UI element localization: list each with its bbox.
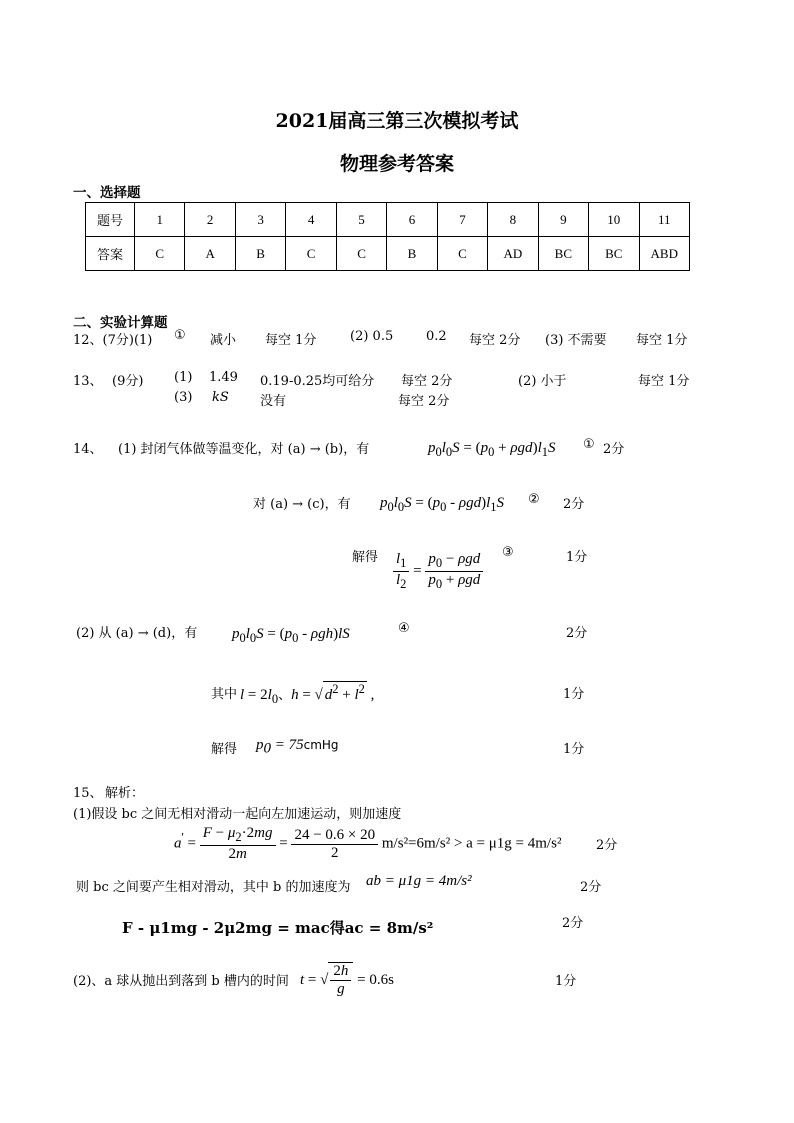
question-number: 8 xyxy=(488,203,538,237)
answer-cell: B xyxy=(387,237,437,271)
q12-label: 12、(7分)(1) xyxy=(73,333,153,348)
q13-score1: 每空 2分 xyxy=(401,374,453,389)
q15-equation2: ab = μ1g = 4m/s² xyxy=(366,873,472,889)
question-number: 4 xyxy=(286,203,336,237)
question-number: 1 xyxy=(135,203,185,237)
answer-cell: C xyxy=(286,237,336,271)
q14-equation1: $p_0l_0S = (p_0 + \rho gd)l_1S$ xyxy=(428,440,556,459)
section1-heading: 一、选择题 xyxy=(73,185,141,201)
q12-score1: 每空 1分 xyxy=(265,333,317,348)
q13-value3: kS xyxy=(212,390,229,405)
q14-label: 14、 xyxy=(73,442,103,457)
q13-range: 0.19-0.25均可给分 xyxy=(260,374,375,389)
q15-equation1: a' = $\frac{F - \mu_2\cdot 2mg}{2m}$ = $\frac{24 - 0.6 \times 20}{2}$ m/s²=6m/s² > a = μ1g = 4m/s² xyxy=(174,825,562,862)
q13-part2: (2) 小于 xyxy=(518,374,567,389)
q15-equation4: t = √ $\frac{2h}{g}$ = 0.6s xyxy=(300,963,394,997)
answer-cell: BC xyxy=(538,237,588,271)
q15-line4: (2)、a 球从抛出到落到 b 槽内的时间 xyxy=(73,974,289,989)
q13-answer3: 没有 xyxy=(260,394,287,409)
q12-part3: (3) 不需要 xyxy=(545,333,607,348)
q14-line1: (1) 封闭气体做等温变化，对 (a) → (b)，有 xyxy=(118,442,370,457)
q14-score3: 1分 xyxy=(566,550,588,565)
q15-label: 15、 xyxy=(73,786,103,801)
q14-mark2: ② xyxy=(528,492,540,507)
q14-p0-result: $p_0$ = 75cmHg xyxy=(256,737,339,757)
answer-cell: ABD xyxy=(639,237,689,271)
q14-mark3: ③ xyxy=(502,545,514,560)
q15-score4: 1分 xyxy=(555,974,577,989)
q14-p0-unit: cmHg xyxy=(303,738,339,752)
q12-score3: 每空 1分 xyxy=(636,333,688,348)
q14-where-label: 其中 xyxy=(211,687,238,702)
q14-equation4: $p_0l_0S = (p_0 - \rho gh)lS$ xyxy=(232,626,350,645)
question-number: 11 xyxy=(639,203,689,237)
answer-cell: C xyxy=(437,237,487,271)
answer-cell: C xyxy=(336,237,386,271)
answer-table xyxy=(85,202,690,271)
q13-part3: (3) xyxy=(174,390,193,405)
q13-score3: 每空 2分 xyxy=(398,394,450,409)
q15-equation1-tail: m/s²=6m/s² > a = μ1g = 4m/s² xyxy=(381,835,562,852)
question-number: 6 xyxy=(387,203,437,237)
q14-score1: 2分 xyxy=(603,442,625,457)
page-title: 2021届高三第三次模拟考试 xyxy=(275,110,519,132)
q14-score5: 1分 xyxy=(563,687,585,702)
question-number: 10 xyxy=(589,203,639,237)
row-header-answer: 答案 xyxy=(86,237,135,271)
q14-equation5: $l = 2l_0$、h = √ $d^2 + l^2$ , xyxy=(240,682,375,706)
q13-score: (9分) xyxy=(112,374,144,389)
section2-heading: 二、实验计算题 xyxy=(73,315,168,331)
answer-cell: B xyxy=(235,237,285,271)
q14-score4: 2分 xyxy=(566,626,588,641)
q14-score2: 2分 xyxy=(563,497,585,512)
q12-answer1: 减小 xyxy=(210,333,237,348)
q15-score3: 2分 xyxy=(562,916,584,931)
table-row xyxy=(86,237,690,271)
q12-circle-mark: ① xyxy=(174,328,186,343)
q13-value1: 1.49 xyxy=(209,370,238,385)
page-subtitle: 物理参考答案 xyxy=(339,153,454,175)
q14-mark4: ④ xyxy=(398,621,410,636)
q14-mark1: ① xyxy=(583,437,595,452)
answer-cell: AD xyxy=(488,237,538,271)
q14-equation3: $\frac{l_1}{l_2}$ = $\frac{p_0 - \rho gd}{p_0 + \rho gd}$ xyxy=(393,551,483,592)
q13-part1: (1) xyxy=(174,370,193,385)
q14-equation2: $p_0l_0S = (p_0 - \rho gd)l_1S$ xyxy=(380,495,505,514)
q13-label: 13、 xyxy=(73,374,103,389)
q14-p0-value: 75 xyxy=(288,737,304,753)
question-number: 7 xyxy=(437,203,487,237)
answer-cell: BC xyxy=(589,237,639,271)
q14-solve2-label: 解得 xyxy=(211,742,238,757)
q14-score6: 1分 xyxy=(563,742,585,757)
q14-line4: (2) 从 (a) → (d)，有 xyxy=(76,626,198,641)
q15-line2: 则 bc 之间要产生相对滑动，其中 b 的加速度为 xyxy=(76,880,351,895)
question-number: 2 xyxy=(185,203,235,237)
question-number: 9 xyxy=(538,203,588,237)
table-row xyxy=(86,203,690,237)
q13-score2: 每空 1分 xyxy=(638,374,690,389)
q15-score2: 2分 xyxy=(580,880,602,895)
question-number: 5 xyxy=(336,203,386,237)
q14-line2: 对 (a) → (c)，有 xyxy=(253,497,351,512)
q15-equation4-tail: = 0.6s xyxy=(357,971,394,988)
q15-equation3: F - μ1mg - 2μ2mg = mac得ac = 8m/s² xyxy=(122,919,434,937)
q14-solve-label: 解得 xyxy=(352,550,379,565)
q12-score2: 每空 2分 xyxy=(469,333,521,348)
row-header-number: 题号 xyxy=(86,203,135,237)
q15-line1: (1)假设 bc 之间无相对滑动一起向左加速运动，则加速度 xyxy=(73,807,402,822)
q15-score1: 2分 xyxy=(596,838,618,853)
answer-cell: A xyxy=(185,237,235,271)
question-number: 3 xyxy=(235,203,285,237)
q12-part2: (2) 0.5 xyxy=(350,329,394,344)
answer-cell: C xyxy=(135,237,185,271)
q15-analysis-label: 解析： xyxy=(105,786,145,801)
q12-value2: 0.2 xyxy=(426,329,447,344)
